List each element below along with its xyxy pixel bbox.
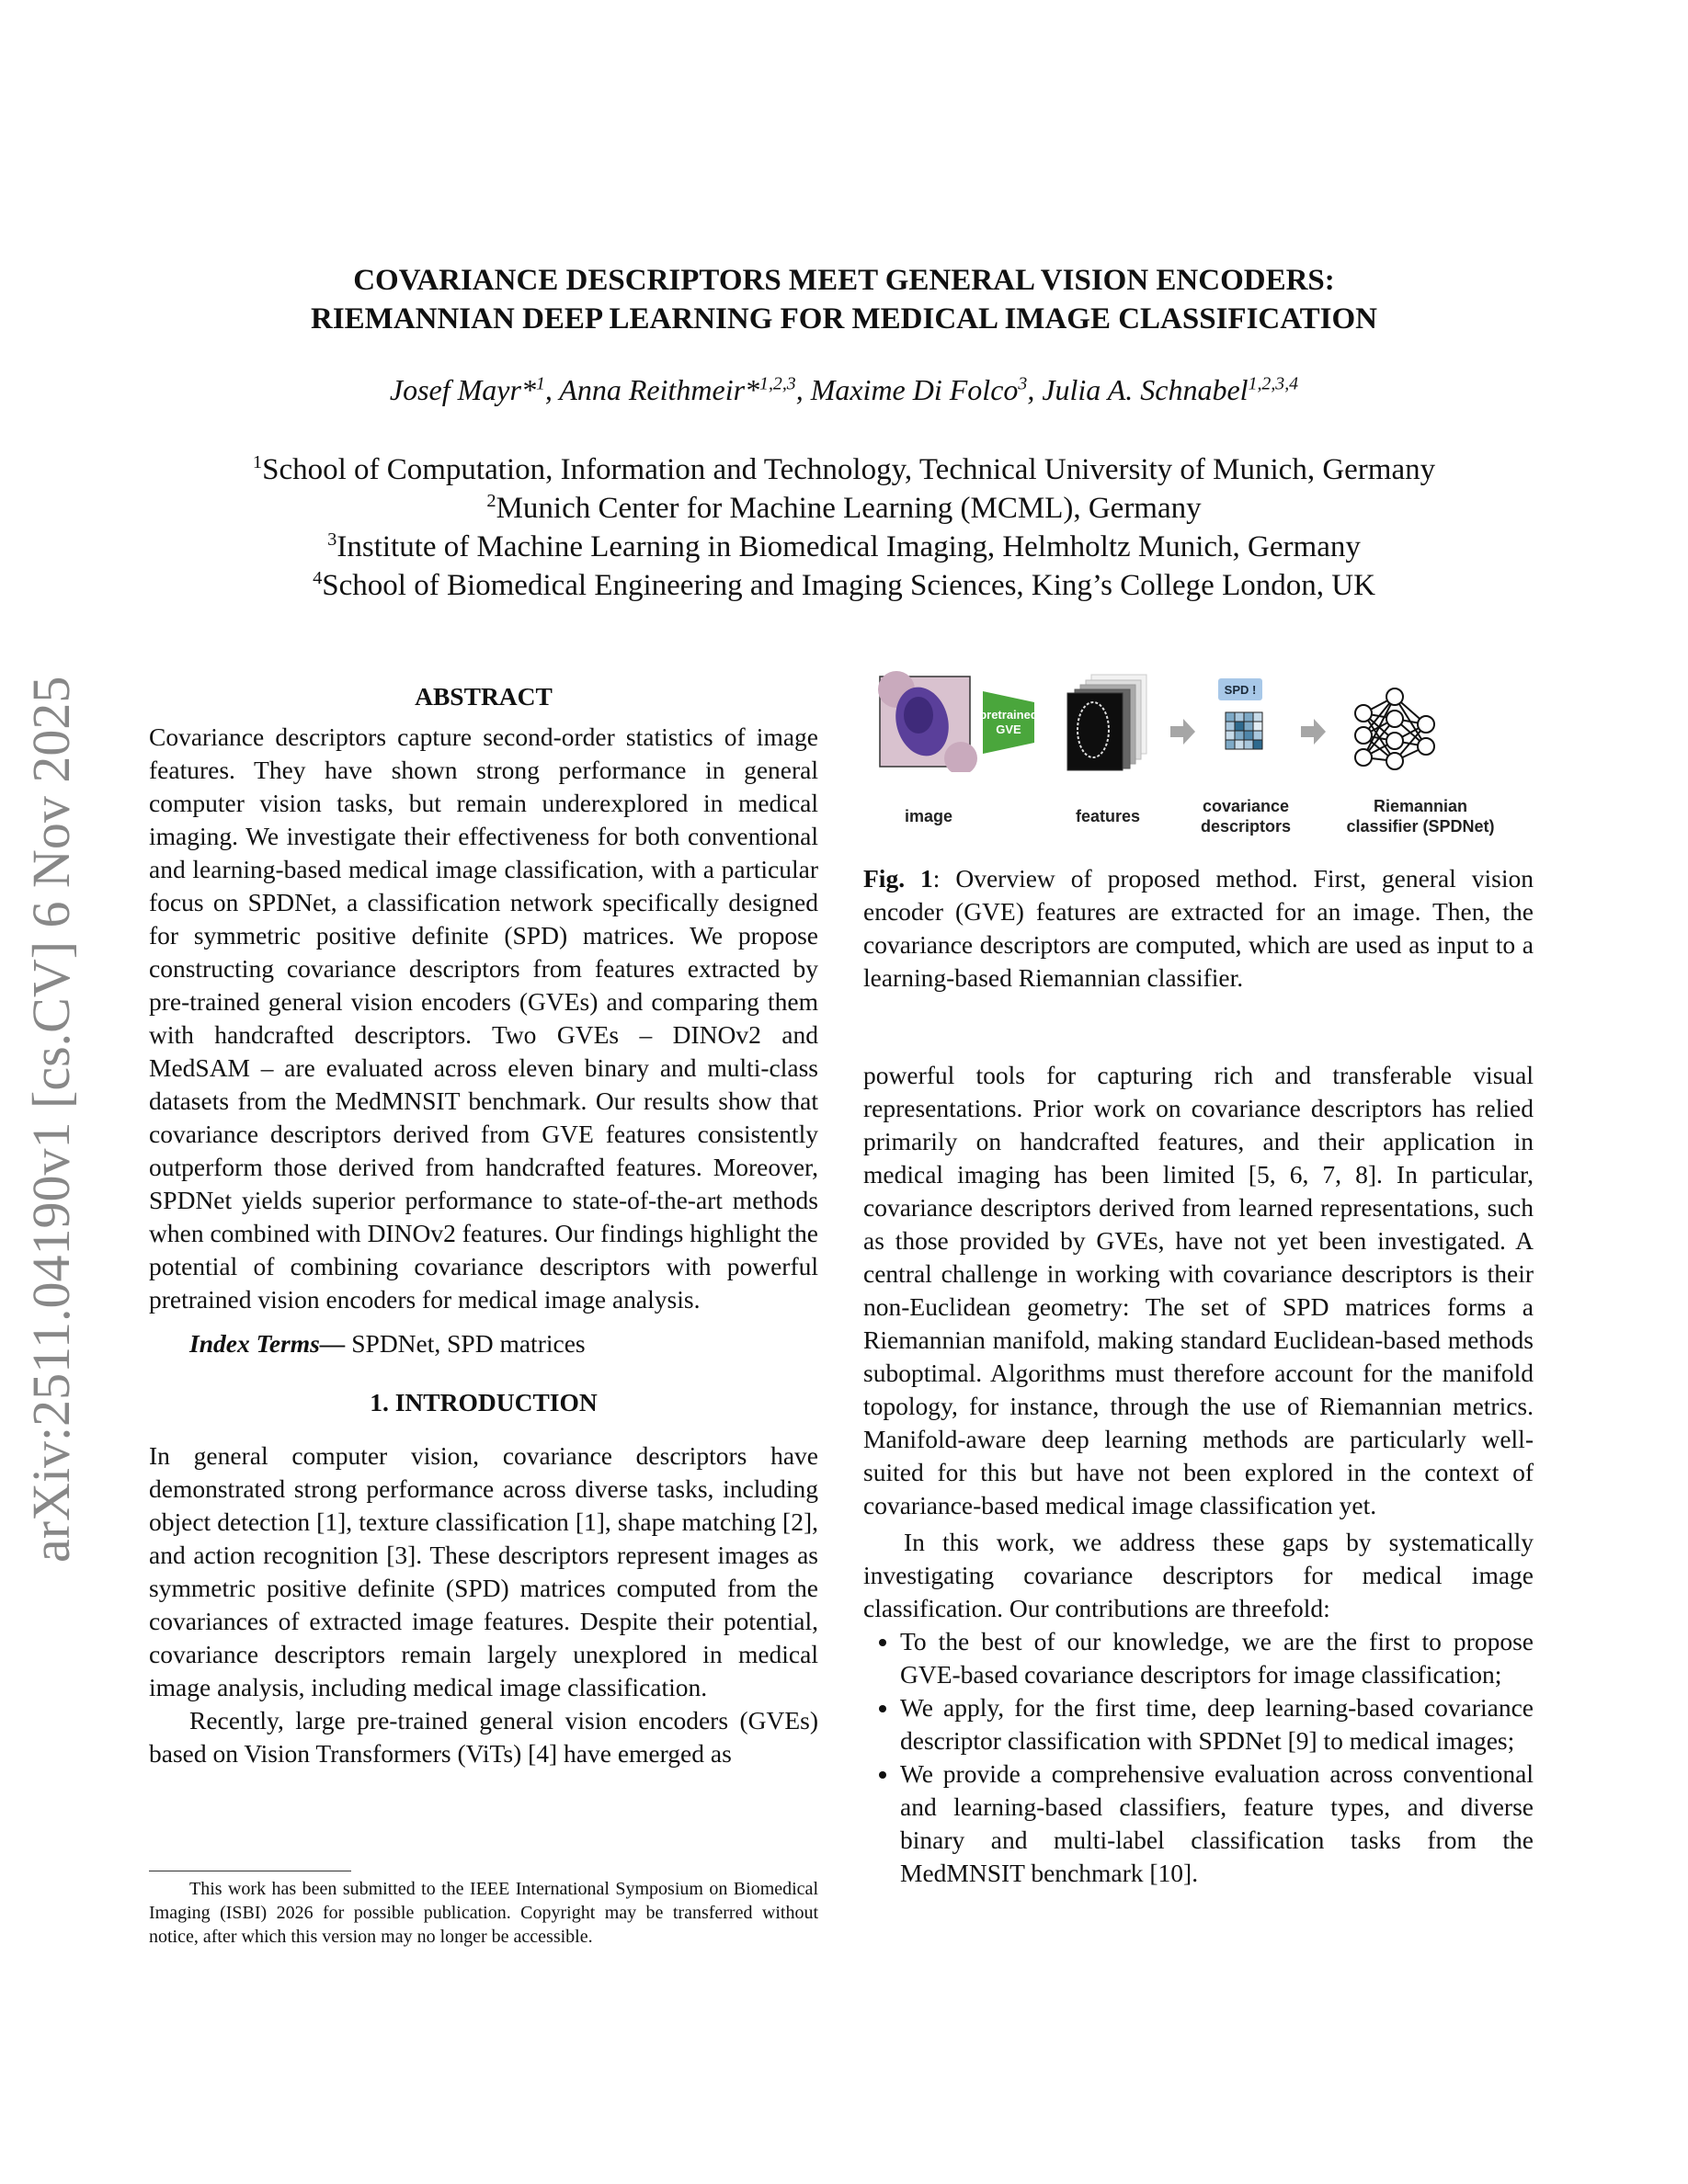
svg-text:pretrained: pretrained: [979, 708, 1038, 722]
contribution-item: • To the best of our knowledge, we are the first to propose GVE-based covariance descriptors for image classification;: [900, 1625, 1534, 1691]
left-column: [149, 680, 818, 1770]
svg-text:SPD !: SPD !: [1224, 683, 1257, 697]
title-line-1: COVARIANCE DESCRIPTORS MEET GENERAL VISION ENCODERS:: [353, 264, 1335, 297]
affiliation: $^1$School of Computation, Information and Technology, Technical University of Munich, Germany: [252, 452, 1436, 486]
abstract-text: Covariance descriptors capture second-order statistics of image features. They have shown strong performance in general computer vision tasks, but remain underexplored in medical imaging. We investigate their effectiveness for both conventional and learning-based medical image classification, with a particular focus on SPDNet, a classification network specifically designed for symmetric positive definite (SPD) matrices. We propose constructing covariance descriptors from features extracted by pre-trained general vision encoders (GVEs) and comparing them with handcrafted descriptors. Two GVEs – DINOv2 and MedSAM – are evaluated across eleven binary and multi-class datasets from the MedMNSIT benchmark. Our results show that covariance descriptors derived from GVE features consistently outperform those derived from handcrafted features. Moreover, SPDNet yields superior performance to state-of-the-art methods when combined with DINOv2 features. Our findings highlight the potential of combining covariance descriptors with powerful pretrained vision encoders for medical image analysis.: [149, 722, 818, 1314]
contributions-list: [863, 1625, 1534, 1890]
author: Josef Mayr*: [389, 373, 536, 406]
figure-caption: Fig. 1: Overview of proposed method. First, general vision encoder (GVE) features are extracted for an image. Then, the covariance descriptors are computed, which are used as input to a learning-based Riemannian classifier.: [863, 864, 1534, 992]
contribution-item: • We apply, for the first time, deep learning-based covariance descriptor classification with SPDNet [9] to medical images;: [900, 1691, 1534, 1757]
label-covariance: covariance descriptors: [1200, 797, 1292, 836]
title-line-2: RIEMANNIAN DEEP LEARNING FOR MEDICAL IMAGE CLASSIFICATION: [310, 302, 1377, 336]
affiliation: $^3$Institute of Machine Learning in Biomedical Imaging, Helmholtz Munich, Germany: [327, 529, 1361, 563]
intro-paragraph-2-cont: powerful tools for capturing rich and transferable visual representations. Prior work on covariance descriptors has relied primarily on handcrafted features, and their application in medical imaging has been limited [5, 6, 7, 8]. In particular, covariance descriptors derived from learned representations, such as those provided by GVEs, have not yet been investigated. A central challenge in working with covariance descriptors is their non-Euclidean geometry: The set of SPD matrices forms a Riemannian manifold, making standard Euclidean-based methods suboptimal. Algorithms must therefore account for the manifold topology, for instance, through the use of Riemannian metrics. Manifold-aware deep learning methods are particularly well-suited for this but have not been explored in the context of covariance-based medical image classification yet.: [863, 1061, 1534, 1519]
arxiv-identifier: arXiv:2511.04190v1 [cs.CV] 6 Nov 2025: [21, 676, 81, 1563]
author: Anna Reithmeir*: [559, 373, 760, 406]
intro-paragraph-3: In this work, we address these gaps by systematically investigating covariance descriptors for medical image classification. Our contributions are threefold:: [863, 1528, 1534, 1622]
affiliation: $^2$Munich Center for Machine Learning (MCML), Germany: [486, 491, 1202, 525]
label-image: image: [904, 807, 953, 825]
intro-paragraph-1: In general computer vision, covariance descriptors have demonstrated strong performance across diverse tasks, including object detection [1], texture classification [1], shape matching [2], and action recognition [3]. These descriptors represent images as symmetric positive definite (SPD) matrices computed from the covariances of extracted image features. Despite their potential, covariance descriptors remain largely unexplored in medical image analysis, including medical image classification.: [149, 1441, 818, 1701]
paper-title: [0, 261, 1688, 338]
author-list: Josef Mayr*$^1$, Anna Reithmeir*$^{1,2,3}$, Maxime Di Folco$^3$, Julia A. Schnabel$^{1,2,3,4}$: [389, 373, 1299, 406]
footnote: This work has been submitted to the IEEE International Symposium on Biomedical Imaging (ISBI) 2026 for possible publication. Copyright may be transferred without notice, after which this version may no longer be accessible.: [149, 1879, 818, 1947]
intro-paragraph-2: Recently, large pre-trained general vision encoders (GVEs) based on Vision Transformers (ViTs) [4] have emerged as: [149, 1706, 818, 1768]
figure-1: [878, 671, 1522, 846]
affiliation: $^4$School of Biomedical Engineering and Imaging Sciences, King’s College London, UK: [313, 568, 1375, 602]
contribution-item: • We provide a comprehensive evaluation across conventional and learning-based classifiers, feature types, and diverse binary and multi-label classification tasks from the MedMNSIT benchmark [10].: [900, 1757, 1534, 1890]
author: Julia A. Schnabel: [1042, 373, 1249, 406]
author: Maxime Di Folco: [810, 373, 1019, 406]
index-terms: Index Terms— SPDNet, SPD matrices: [189, 1329, 586, 1358]
label-riemannian: Riemannian classifier (SPDNet): [1346, 797, 1495, 836]
label-features: features: [1075, 807, 1141, 825]
intro-heading: 1. INTRODUCTION: [370, 1388, 598, 1416]
abstract-heading: ABSTRACT: [415, 682, 553, 711]
svg-text:GVE: GVE: [996, 722, 1021, 736]
affiliations: [0, 450, 1688, 605]
method-overview-diagram: [878, 671, 1522, 772]
right-column: [863, 1059, 1534, 1890]
